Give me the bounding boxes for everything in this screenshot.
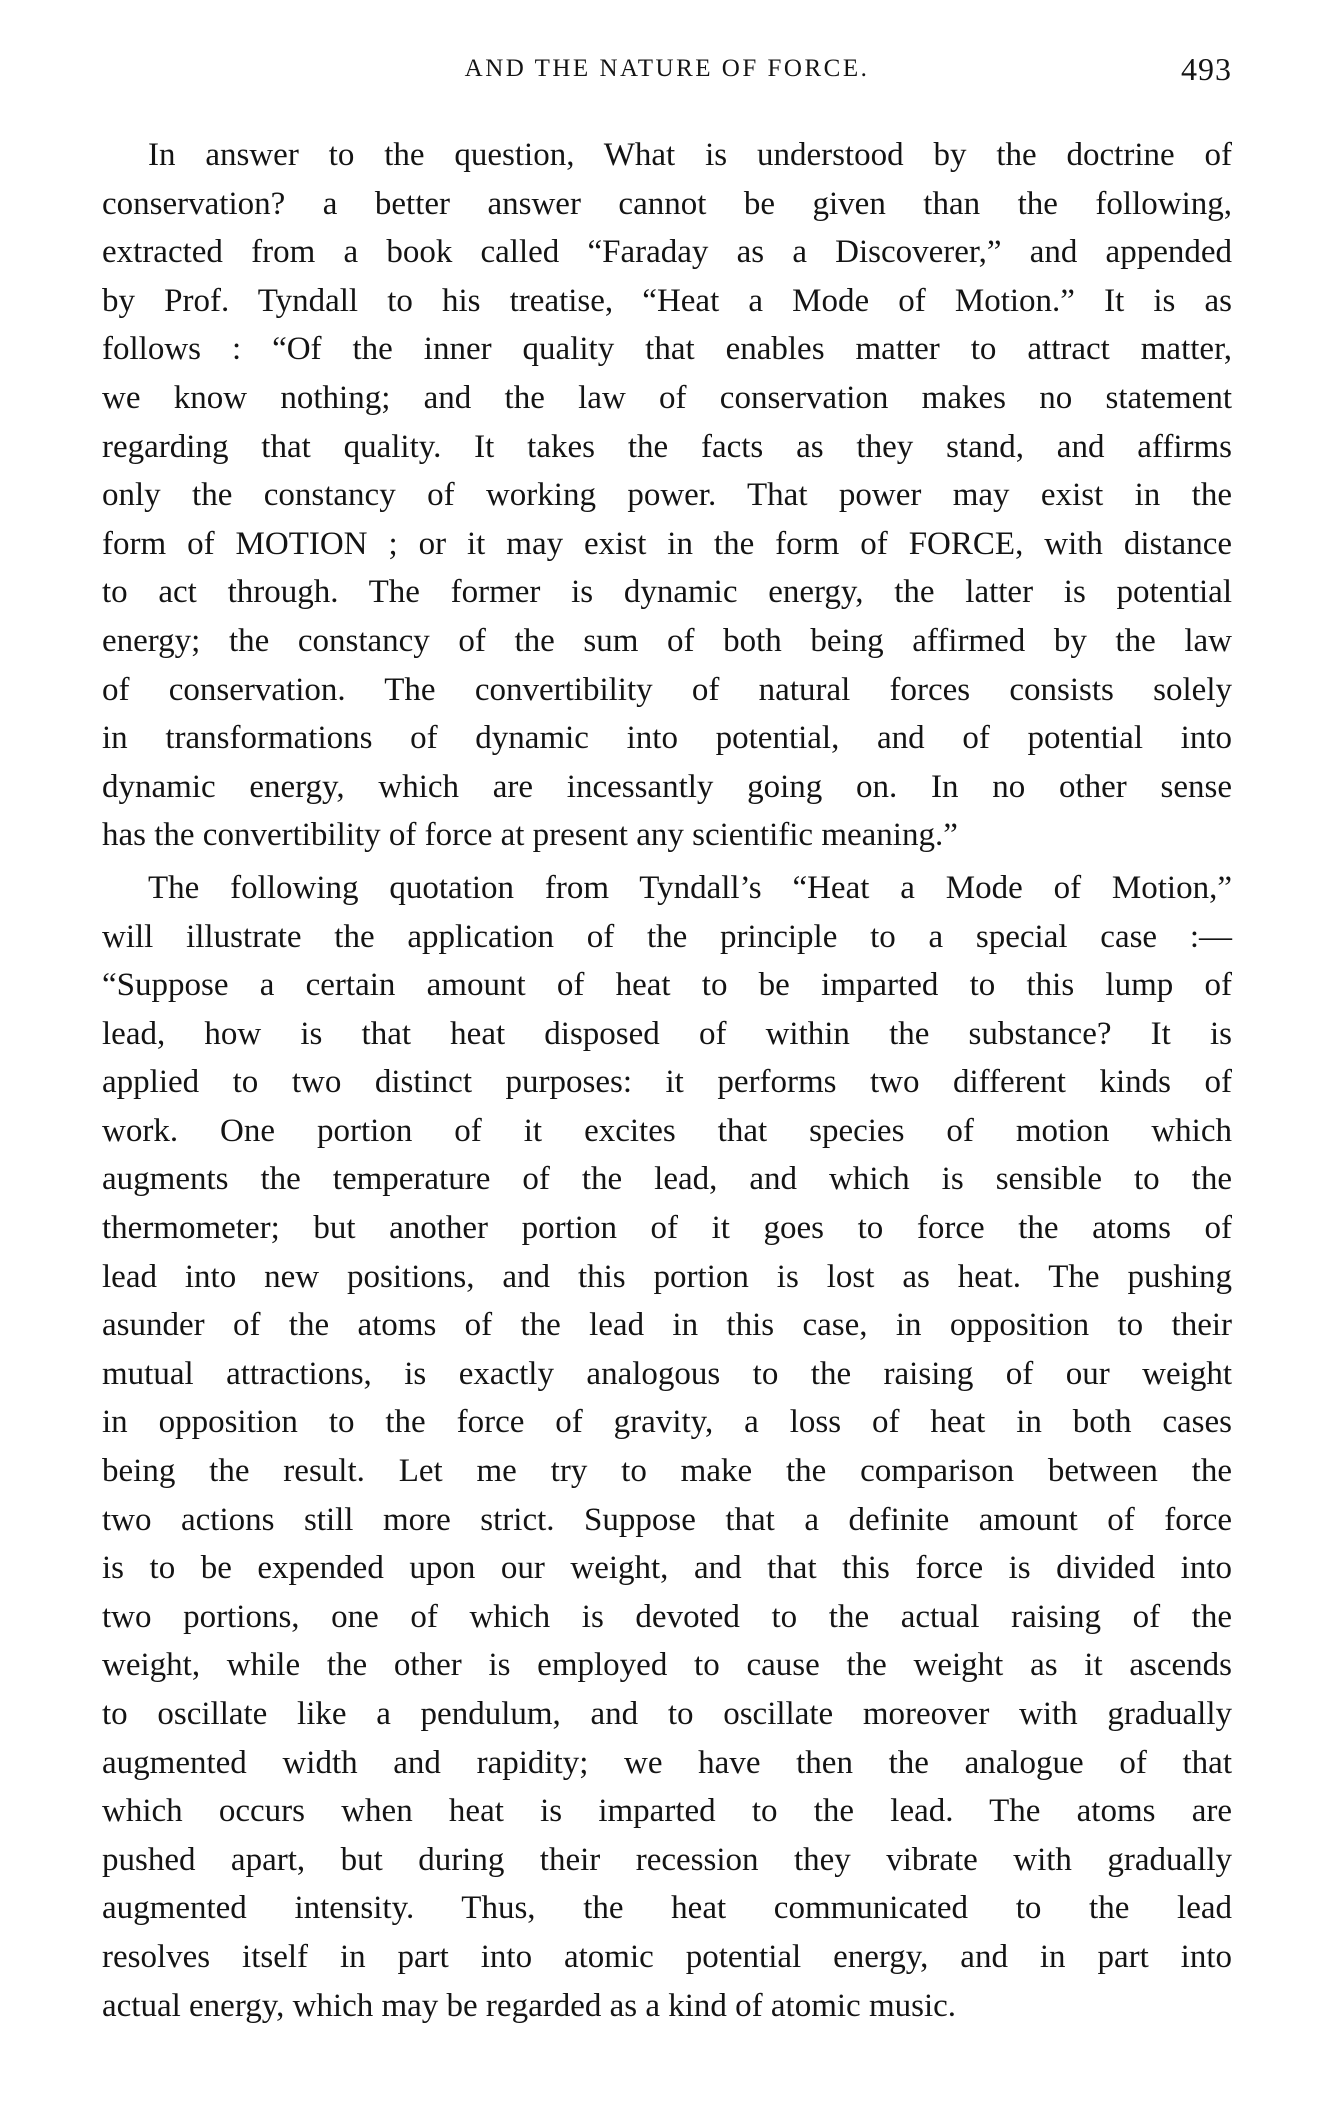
- text-line: weight, while the other is employed to cause the weight as it ascends: [102, 1647, 1232, 1684]
- text-line: only the constancy of working power. That power may exist in the: [102, 477, 1232, 514]
- text-line: augments the temperature of the lead, and which is sensible to the: [102, 1161, 1232, 1198]
- text-line: In answer to the question, What is understood by the doctrine of: [148, 137, 1232, 173]
- text-line: has the convertibility of force at present any scientific meaning.”: [102, 817, 958, 854]
- text-line: form of MOTION ; or it may exist in the form of FORCE, with distance: [102, 525, 1232, 562]
- text-line: resolves itself in part into atomic potential energy, and in part into: [102, 1938, 1232, 1975]
- text-line: to act through. The former is dynamic energy, the latter is potential: [102, 574, 1232, 611]
- text-line: two portions, one of which is devoted to the actual raising of the: [102, 1598, 1232, 1635]
- text-line: augmented width and rapidity; we have then the analogue of that: [102, 1744, 1232, 1781]
- text-line: The following quotation from Tyndall’s “Heat a Mode of Motion,”: [148, 869, 1232, 906]
- paragraph-tyndall-quotation: [102, 864, 1232, 2030]
- text-line: applied to two distinct purposes: it performs two different kinds of: [102, 1064, 1232, 1101]
- text-line: to oscillate like a pendulum, and to oscillate moreover with gradually: [102, 1696, 1232, 1732]
- text-line: actual energy, which may be regarded as a kind of atomic music.: [102, 1987, 957, 2024]
- text-line: being the result. Let me try to make the comparison between the: [102, 1453, 1232, 1490]
- text-line: lead, how is that heat disposed of within the substance? It is: [102, 1015, 1232, 1052]
- text-line: is to be expended upon our weight, and that this force is divided into: [102, 1550, 1232, 1587]
- text-line: thermometer; but another portion of it goes to force the atoms of: [102, 1210, 1232, 1247]
- text-line: “Suppose a certain amount of heat to be imparted to this lump of: [102, 967, 1232, 1004]
- text-line: in opposition to the force of gravity, a loss of heat in both cases: [102, 1404, 1232, 1441]
- page-header: [102, 51, 1232, 115]
- page-number: 493: [1181, 51, 1232, 87]
- text-line: energy; the constancy of the sum of both being affirmed by the law: [102, 622, 1232, 659]
- paragraph-conservation: [102, 131, 1232, 860]
- text-line: asunder of the atoms of the lead in this case, in opposition to their: [102, 1307, 1232, 1344]
- text-line: two actions still more strict. Suppose that a definite amount of force: [102, 1501, 1232, 1538]
- text-line: regarding that quality. It takes the facts as they stand, and affirms: [102, 428, 1232, 465]
- text-line: we know nothing; and the law of conservation makes no statement: [102, 379, 1232, 416]
- book-page: [102, 51, 1232, 2030]
- running-head: AND THE NATURE OF FORCE.: [464, 55, 870, 82]
- text-line: follows : “Of the inner quality that enables matter to attract matter,: [102, 331, 1232, 368]
- text-line: work. One portion of it excites that species of motion which: [102, 1112, 1232, 1149]
- text-line: extracted from a book called “Faraday as a Discoverer,” and appended: [102, 234, 1232, 271]
- text-line: lead into new positions, and this portion is lost as heat. The pushing: [102, 1258, 1232, 1295]
- text-line: conservation? a better answer cannot be given than the following,: [102, 185, 1232, 222]
- body-text: [102, 131, 1232, 2030]
- text-line: will illustrate the application of the principle to a special case :—: [102, 918, 1232, 955]
- text-line: in transformations of dynamic into potential, and of potential into: [102, 720, 1232, 757]
- text-line: pushed apart, but during their recession they vibrate with gradually: [102, 1841, 1232, 1878]
- text-line: which occurs when heat is imparted to the lead. The atoms are: [102, 1793, 1232, 1830]
- text-line: augmented intensity. Thus, the heat communicated to the lead: [102, 1890, 1232, 1927]
- text-line: mutual attractions, is exactly analogous to the raising of our weight: [102, 1355, 1232, 1392]
- text-line: of conservation. The convertibility of natural forces consists solely: [102, 671, 1232, 708]
- text-line: dynamic energy, which are incessantly going on. In no other sense: [102, 768, 1232, 805]
- text-line: by Prof. Tyndall to his treatise, “Heat a Mode of Motion.” It is as: [102, 282, 1232, 319]
